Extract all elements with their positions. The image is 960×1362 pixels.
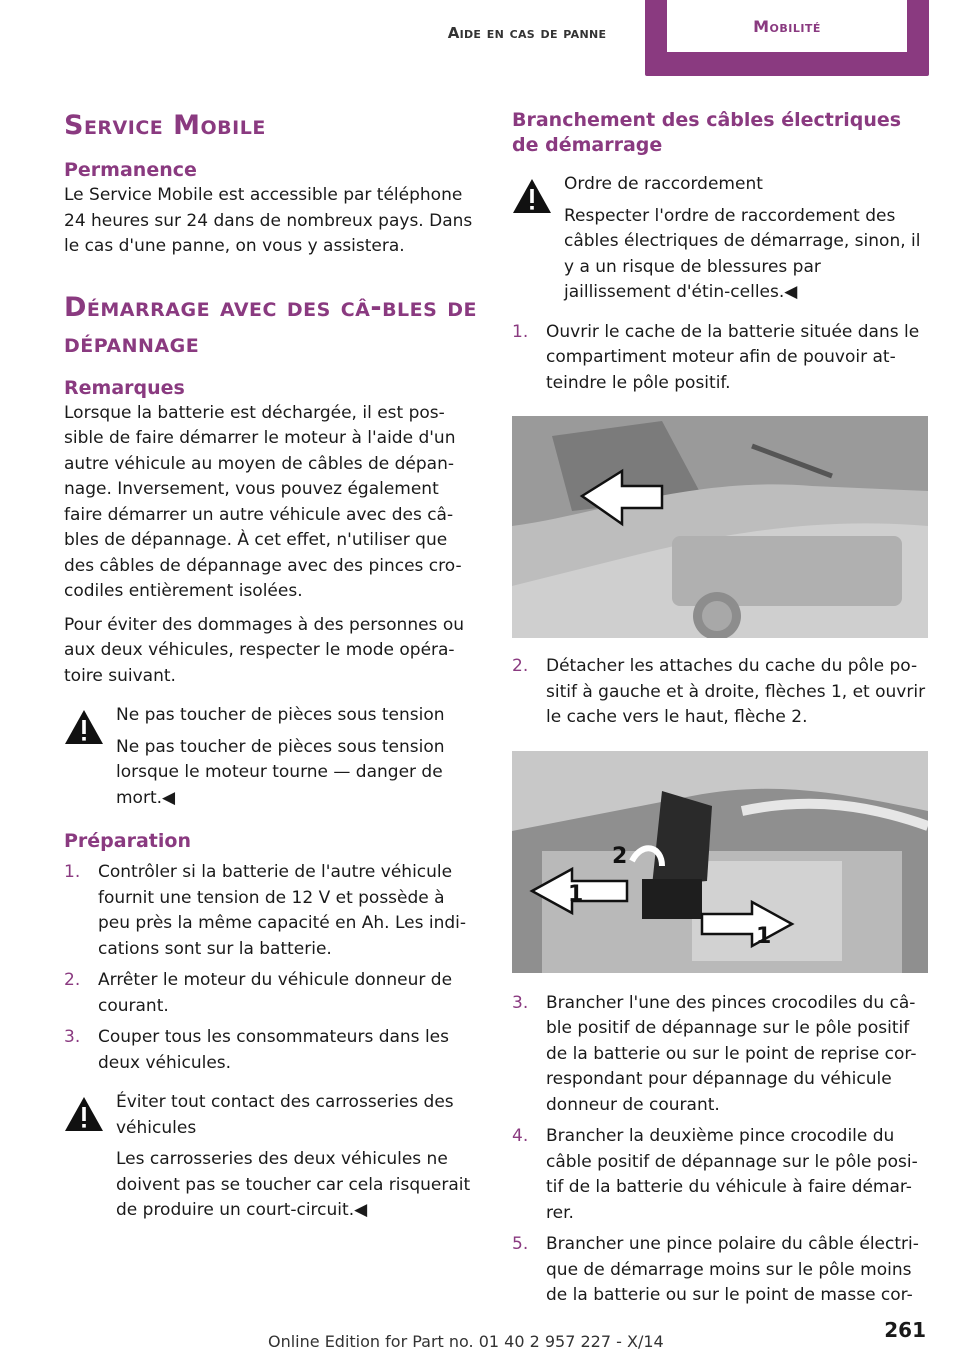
warning-box-carrosseries: [64, 1090, 478, 1224]
step-text: Détacher les attaches du cache du pôle po-sitif à gauche et à droite, flèches 1, et ouvrir le cache vers le haut, flèche 2.: [546, 656, 926, 727]
step-number: 1.: [512, 321, 529, 342]
warning-triangle-icon: [64, 709, 104, 745]
section-title: Aide en cas de panne: [447, 24, 607, 42]
paragraph-remarques-1: Lorsque la batterie est déchargée, il est pos-sible de faire démarrer le moteur à l'aide d'un autre véhicule au moyen de câbles de dépan-nage. Inversement, vous pouvez également faire démarrer un autre véhicule avec des câ-bles de dépannage. À cet effet, n'utiliser que des câbles de dépannage avec des pinces cro-codiles entièrement isolées.: [64, 402, 462, 601]
step-text: Brancher une pince polaire du câble électri-que de démarrage moins sur le pôle moins de la batterie ou sur le point de masse cor-: [546, 1234, 919, 1305]
step-number: 4.: [512, 1126, 529, 1146]
warning-title-tension: Ne pas toucher de pièces sous tension: [116, 705, 445, 725]
warning-box-tension: [64, 703, 478, 811]
step-number: 1.: [64, 862, 81, 882]
running-header: [410, 0, 644, 76]
list-item: [512, 320, 928, 397]
warning-text-carrosseries: Les carrosseries des deux véhicules ne doivent pas se toucher car cela risquerait de produire un court-circuit.◀: [116, 1149, 471, 1220]
step-text: Brancher la deuxième pince crocodile du câble positif de dépannage sur le pôle posi-tif de la batterie du véhicule à faire démar-rer.: [546, 1126, 918, 1223]
heading-permanence: Permanence: [64, 159, 197, 181]
list-item: [64, 968, 478, 1019]
list-item: [512, 1124, 928, 1226]
list-item: [512, 1232, 928, 1309]
arrow-label-1-right: 1: [756, 923, 772, 949]
warning-title-raccordement: Ordre de raccordement: [564, 174, 763, 194]
warning-triangle-icon: [64, 1096, 104, 1132]
warning-box-raccordement: [512, 172, 928, 306]
chapter-tab: [645, 0, 929, 76]
branchement-steps-c: [512, 991, 928, 1309]
step-text: Brancher l'une des pinces crocodiles du câ-ble positif de dépannage sur le pôle positif de la batterie ou sur le point de reprise cor-respondant pour dépannage du véhicule donneur de courant.: [546, 992, 917, 1115]
heading-branchement: Branchement des câbles électriques de démarrage: [512, 109, 902, 156]
step-text: Ouvrir le cache de la batterie située dans le compartiment moteur afin de pouvoir at-teindre le pôle positif.: [546, 321, 920, 393]
step-text: Couper tous les consommateurs dans les deux véhicules.: [98, 1027, 449, 1073]
step-number: 2.: [64, 970, 81, 990]
page-number: 261: [884, 1318, 926, 1342]
branchement-steps-b: [512, 654, 928, 731]
arrow-label-2: 2: [612, 843, 628, 869]
heading-demarrage: Démarrage avec des câ-bles de dépannage: [64, 291, 477, 359]
heading-preparation: Préparation: [64, 830, 191, 852]
warning-triangle-icon: [512, 178, 552, 214]
step-number: 3.: [512, 992, 529, 1013]
photo-battery-cover: [512, 751, 928, 973]
step-number: 2.: [512, 656, 529, 676]
photo-engine-compartment: [512, 416, 928, 638]
left-column: [64, 108, 478, 1224]
list-item: [64, 1025, 478, 1076]
step-text: Arrêter le moteur du véhicule donneur de courant.: [98, 970, 453, 1016]
warning-text-tension: Ne pas toucher de pièces sous tension lorsque le moteur tourne — danger de mort.◀: [116, 736, 445, 808]
warning-title-carrosseries: Éviter tout contact des carrosseries des véhicules: [116, 1092, 454, 1138]
paragraph-remarques-2: Pour éviter des dommages à des personnes ou aux deux véhicules, respecter le mode opéra-toire suivant.: [64, 614, 464, 686]
arrow-label-1-left: 1: [568, 881, 584, 907]
heading-remarques: Remarques: [64, 376, 185, 399]
warning-text-raccordement: Respecter l'ordre de raccordement des câbles électriques de démarrage, sinon, il y a un risque de blessures par jaillissement d'étin-celles.◀: [564, 205, 921, 302]
list-item: [512, 654, 928, 731]
branchement-steps-a: [512, 320, 928, 397]
chapter-tab-label: Mobilité: [753, 16, 821, 36]
preparation-steps: [64, 860, 478, 1076]
step-number: 5.: [512, 1234, 529, 1254]
list-item: [512, 991, 928, 1119]
edition-note: Online Edition for Part no. 01 40 2 957 227 - X/14: [268, 1332, 664, 1351]
paragraph-permanence: Le Service Mobile est accessible par téléphone 24 heures sur 24 dans de nombreux pays. Dans le cas d'une panne, on vous y assistera.: [64, 185, 473, 256]
page-footer: [0, 1318, 960, 1354]
list-item: [64, 860, 478, 962]
right-column: [512, 108, 928, 1315]
heading-service-mobile: Service Mobile: [64, 110, 266, 141]
step-number: 3.: [64, 1027, 81, 1047]
step-text: Contrôler si la batterie de l'autre véhicule fournit une tension de 12 V et possède à peu près la même capacité en Ah. Les indi-cations sont sur la batterie.: [98, 862, 466, 959]
